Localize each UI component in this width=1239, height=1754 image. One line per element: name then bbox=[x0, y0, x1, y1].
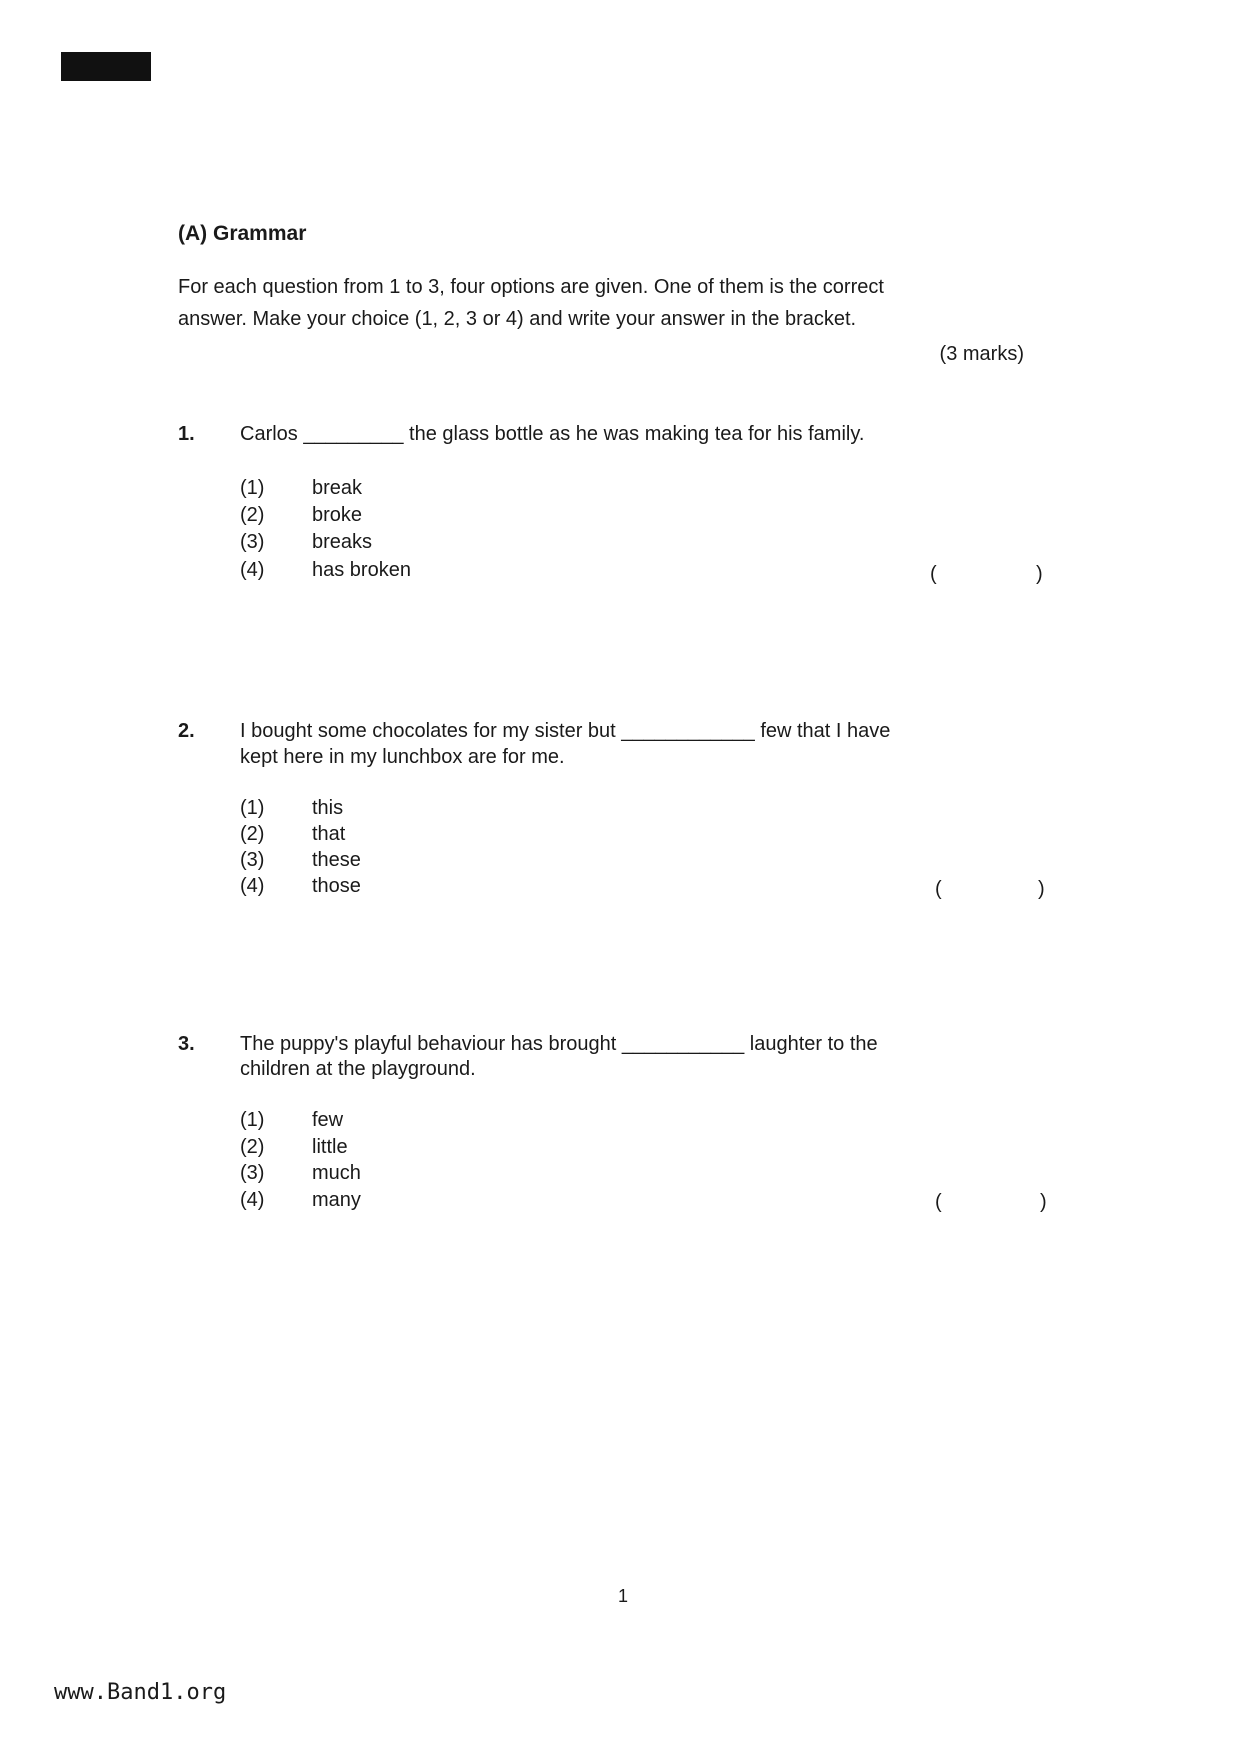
section-title: (A) Grammar bbox=[178, 222, 307, 245]
option-number: (4) bbox=[240, 559, 265, 581]
option-number: (2) bbox=[240, 1136, 265, 1158]
option-number: (2) bbox=[240, 823, 265, 845]
option-number: (1) bbox=[240, 477, 265, 499]
question-text: kept here in my lunchbox are for me. bbox=[240, 746, 565, 768]
option-text: this bbox=[312, 797, 344, 819]
redaction-block bbox=[61, 52, 151, 81]
instructions-line-2: answer. Make your choice (1, 2, 3 or 4) and write your answer in the bracket. bbox=[178, 308, 857, 330]
marks-label: (3 marks) bbox=[939, 343, 1024, 365]
option-text: breaks bbox=[312, 531, 373, 553]
option-number: (4) bbox=[240, 1189, 265, 1211]
answer-bracket-close[interactable]: ) bbox=[1040, 1191, 1047, 1213]
option-text: broke bbox=[312, 504, 363, 526]
question-number: 1. bbox=[178, 423, 195, 445]
option-text: these bbox=[312, 849, 361, 871]
answer-bracket-open[interactable]: ( bbox=[935, 1191, 942, 1213]
option-number: (3) bbox=[240, 1162, 265, 1184]
option-number: (1) bbox=[240, 797, 265, 819]
option-text: has broken bbox=[312, 559, 411, 581]
option-text: that bbox=[312, 823, 346, 845]
question-text: Carlos _________ the glass bottle as he was making tea for his family. bbox=[240, 423, 865, 445]
option-text: those bbox=[312, 875, 361, 897]
question-text: children at the playground. bbox=[240, 1058, 476, 1080]
option-text: few bbox=[312, 1109, 344, 1131]
question-text: I bought some chocolates for my sister but ____________ few that I have bbox=[240, 720, 891, 742]
option-number: (2) bbox=[240, 504, 265, 526]
answer-bracket-open[interactable]: ( bbox=[935, 878, 942, 900]
option-text: much bbox=[312, 1162, 361, 1184]
option-text: many bbox=[312, 1189, 361, 1211]
instructions-line-1: For each question from 1 to 3, four options are given. One of them is the correct bbox=[178, 276, 884, 298]
option-text: break bbox=[312, 477, 363, 499]
option-text: little bbox=[312, 1136, 348, 1158]
answer-bracket-close[interactable]: ) bbox=[1038, 878, 1045, 900]
answer-bracket-open[interactable]: ( bbox=[930, 563, 937, 585]
answer-bracket-close[interactable]: ) bbox=[1036, 563, 1043, 585]
footer-website: www.Band1.org bbox=[54, 1680, 227, 1705]
option-number: (3) bbox=[240, 849, 265, 871]
option-number: (4) bbox=[240, 875, 265, 897]
page-number: 1 bbox=[618, 1586, 629, 1606]
option-number: (1) bbox=[240, 1109, 265, 1131]
option-number: (3) bbox=[240, 531, 265, 553]
question-number: 3. bbox=[178, 1033, 195, 1055]
question-text: The puppy's playful behaviour has brought ___________ laughter to the bbox=[240, 1033, 878, 1055]
question-number: 2. bbox=[178, 720, 195, 742]
